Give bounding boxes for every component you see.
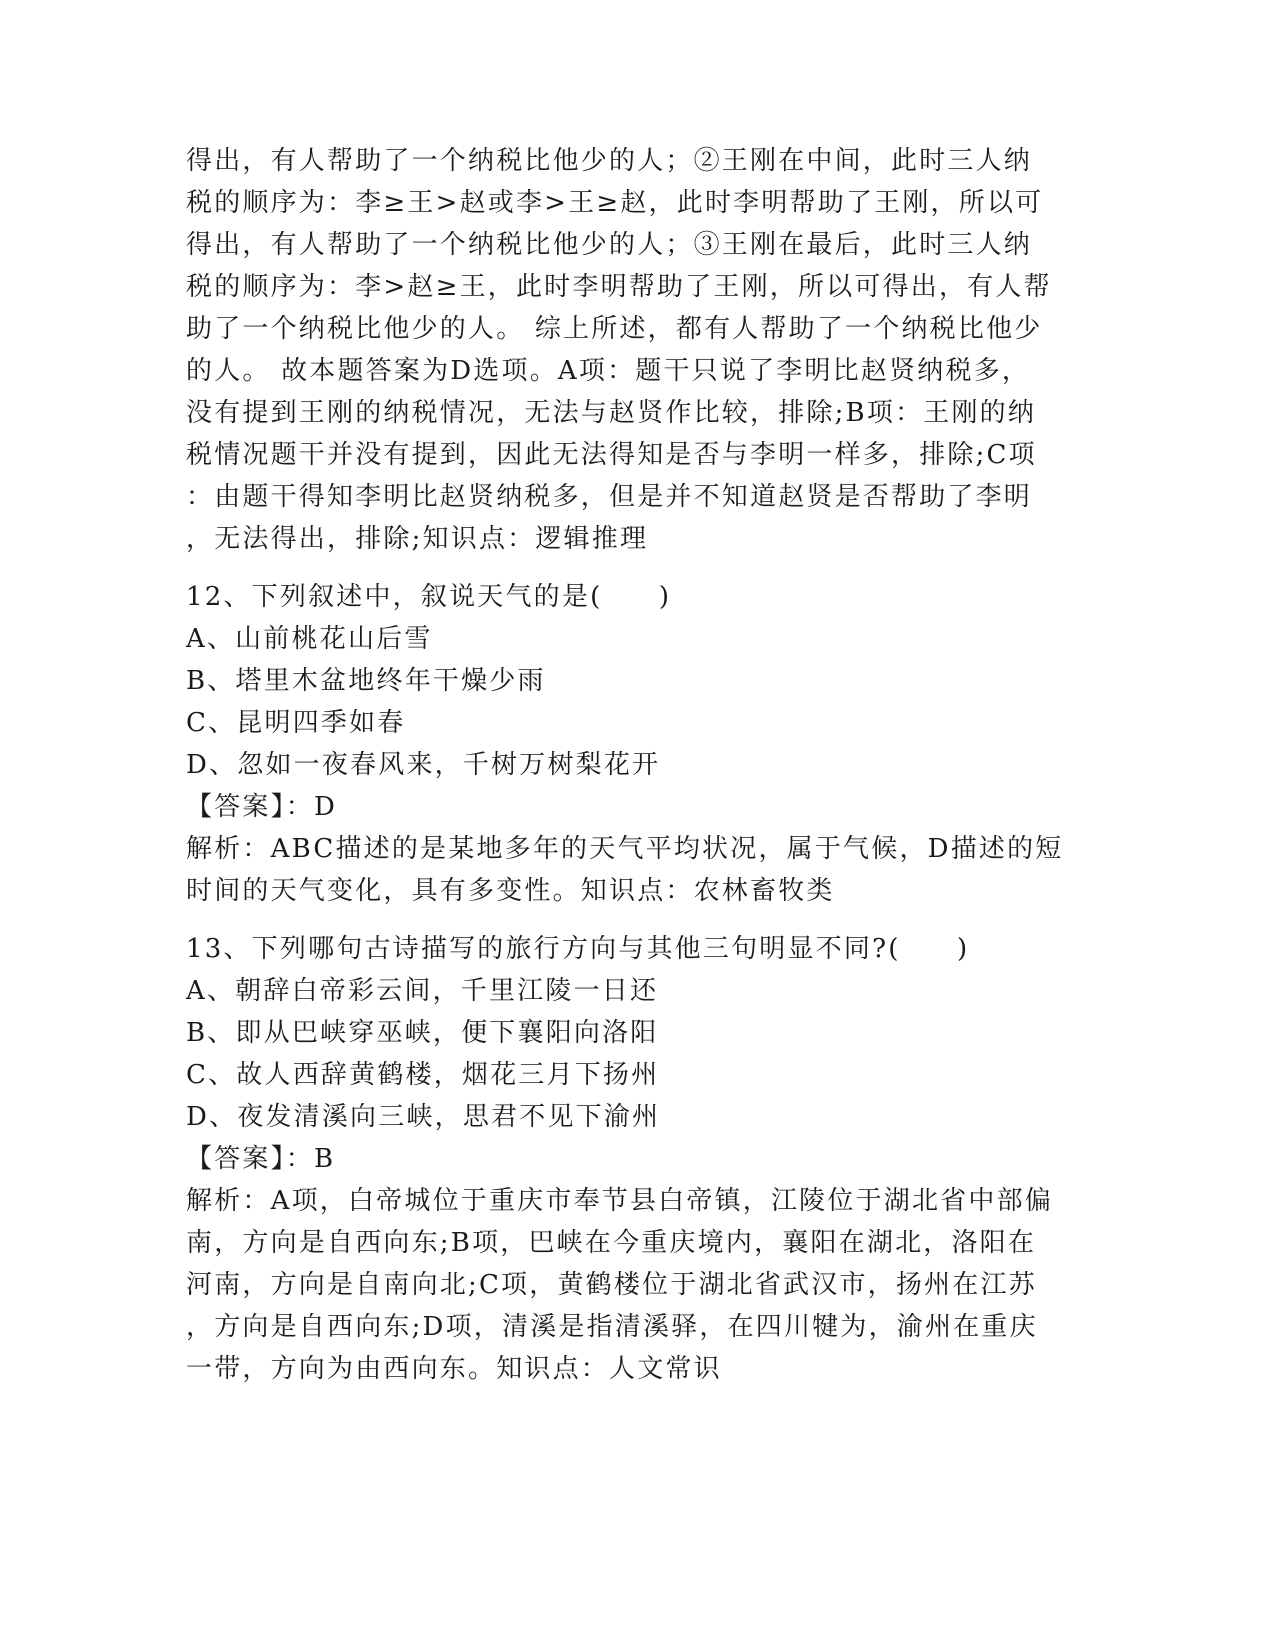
analysis-line: 得出，有人帮助了一个纳税比他少的人；②王刚在中间，此时三人纳: [186, 146, 1033, 176]
analysis-line: 税的顺序为：李≥王>赵或李>王≥赵，此时李明帮助了王刚，所以可: [186, 188, 1044, 218]
analysis-line: 的人。 故本题答案为D选项。A项：题干只说了李明比赵贤纳税多，: [186, 356, 1031, 386]
analysis-line: 助了一个纳税比他少的人。 综上所述，都有人帮助了一个纳税比他少: [186, 314, 1043, 344]
analysis-line: ，方向是自西向东;D项，清溪是指清溪驿，在四川犍为，渝州在重庆: [186, 1312, 1038, 1342]
option-b: B、即从巴峡穿巫峡，便下襄阳向洛阳: [186, 1018, 659, 1048]
option-c: C、故人西辞黄鹤楼，烟花三月下扬州: [186, 1060, 660, 1090]
analysis-line: 得出，有人帮助了一个纳税比他少的人；③王刚在最后，此时三人纳: [186, 230, 1033, 260]
analysis-line: 税情况题干并没有提到，因此无法得知是否与李明一样多，排除;C项: [186, 440, 1037, 470]
analysis-line: ：由题干得知李明比赵贤纳税多，但是并不知道赵贤是否帮助了李明: [186, 482, 1033, 512]
answer: 【答案】：B: [186, 1144, 336, 1174]
analysis-line: 没有提到王刚的纳税情况，无法与赵贤作比较，排除;B项：王刚的纳: [186, 398, 1037, 428]
analysis-line: 河南，方向是自南向北;C项，黄鹤楼位于湖北省武汉市，扬州在江苏: [186, 1270, 1037, 1300]
option-a: A、朝辞白帝彩云间，千里江陵一日还: [186, 976, 659, 1006]
analysis-line: 解析：A项，白帝城位于重庆市奉节县白帝镇，江陵位于湖北省中部偏: [186, 1186, 1053, 1216]
option-b: B、塔里木盆地终年干燥少雨: [186, 666, 546, 696]
analysis-line: 解析：ABC描述的是某地多年的天气平均状况，属于气候，D描述的短: [186, 834, 1064, 864]
analysis-line: 税的顺序为：李>赵≥王，此时李明帮助了王刚，所以可得出，有人帮: [186, 272, 1052, 302]
option-d: D、夜发清溪向三峡，思君不见下渝州: [186, 1102, 661, 1132]
answer: 【答案】：D: [186, 792, 338, 822]
question-text: 13、下列哪句古诗描写的旅行方向与其他三句明显不同?( ): [186, 934, 970, 964]
option-d: D、忽如一夜春风来，千树万树梨花开: [186, 750, 661, 780]
analysis-line: 一带，方向为由西向东。知识点：人文常识: [186, 1354, 722, 1384]
analysis-line: ，无法得出，排除;知识点：逻辑推理: [186, 524, 649, 554]
option-a: A、山前桃花山后雪: [186, 624, 433, 654]
option-c: C、昆明四季如春: [186, 708, 406, 738]
question-text: 12、下列叙述中，叙说天气的是( ): [186, 582, 672, 612]
analysis-line: 南，方向是自西向东;B项，巴峡在今重庆境内，襄阳在湖北，洛阳在: [186, 1228, 1037, 1258]
analysis-line: 时间的天气变化，具有多变性。知识点：农林畜牧类: [186, 876, 835, 906]
